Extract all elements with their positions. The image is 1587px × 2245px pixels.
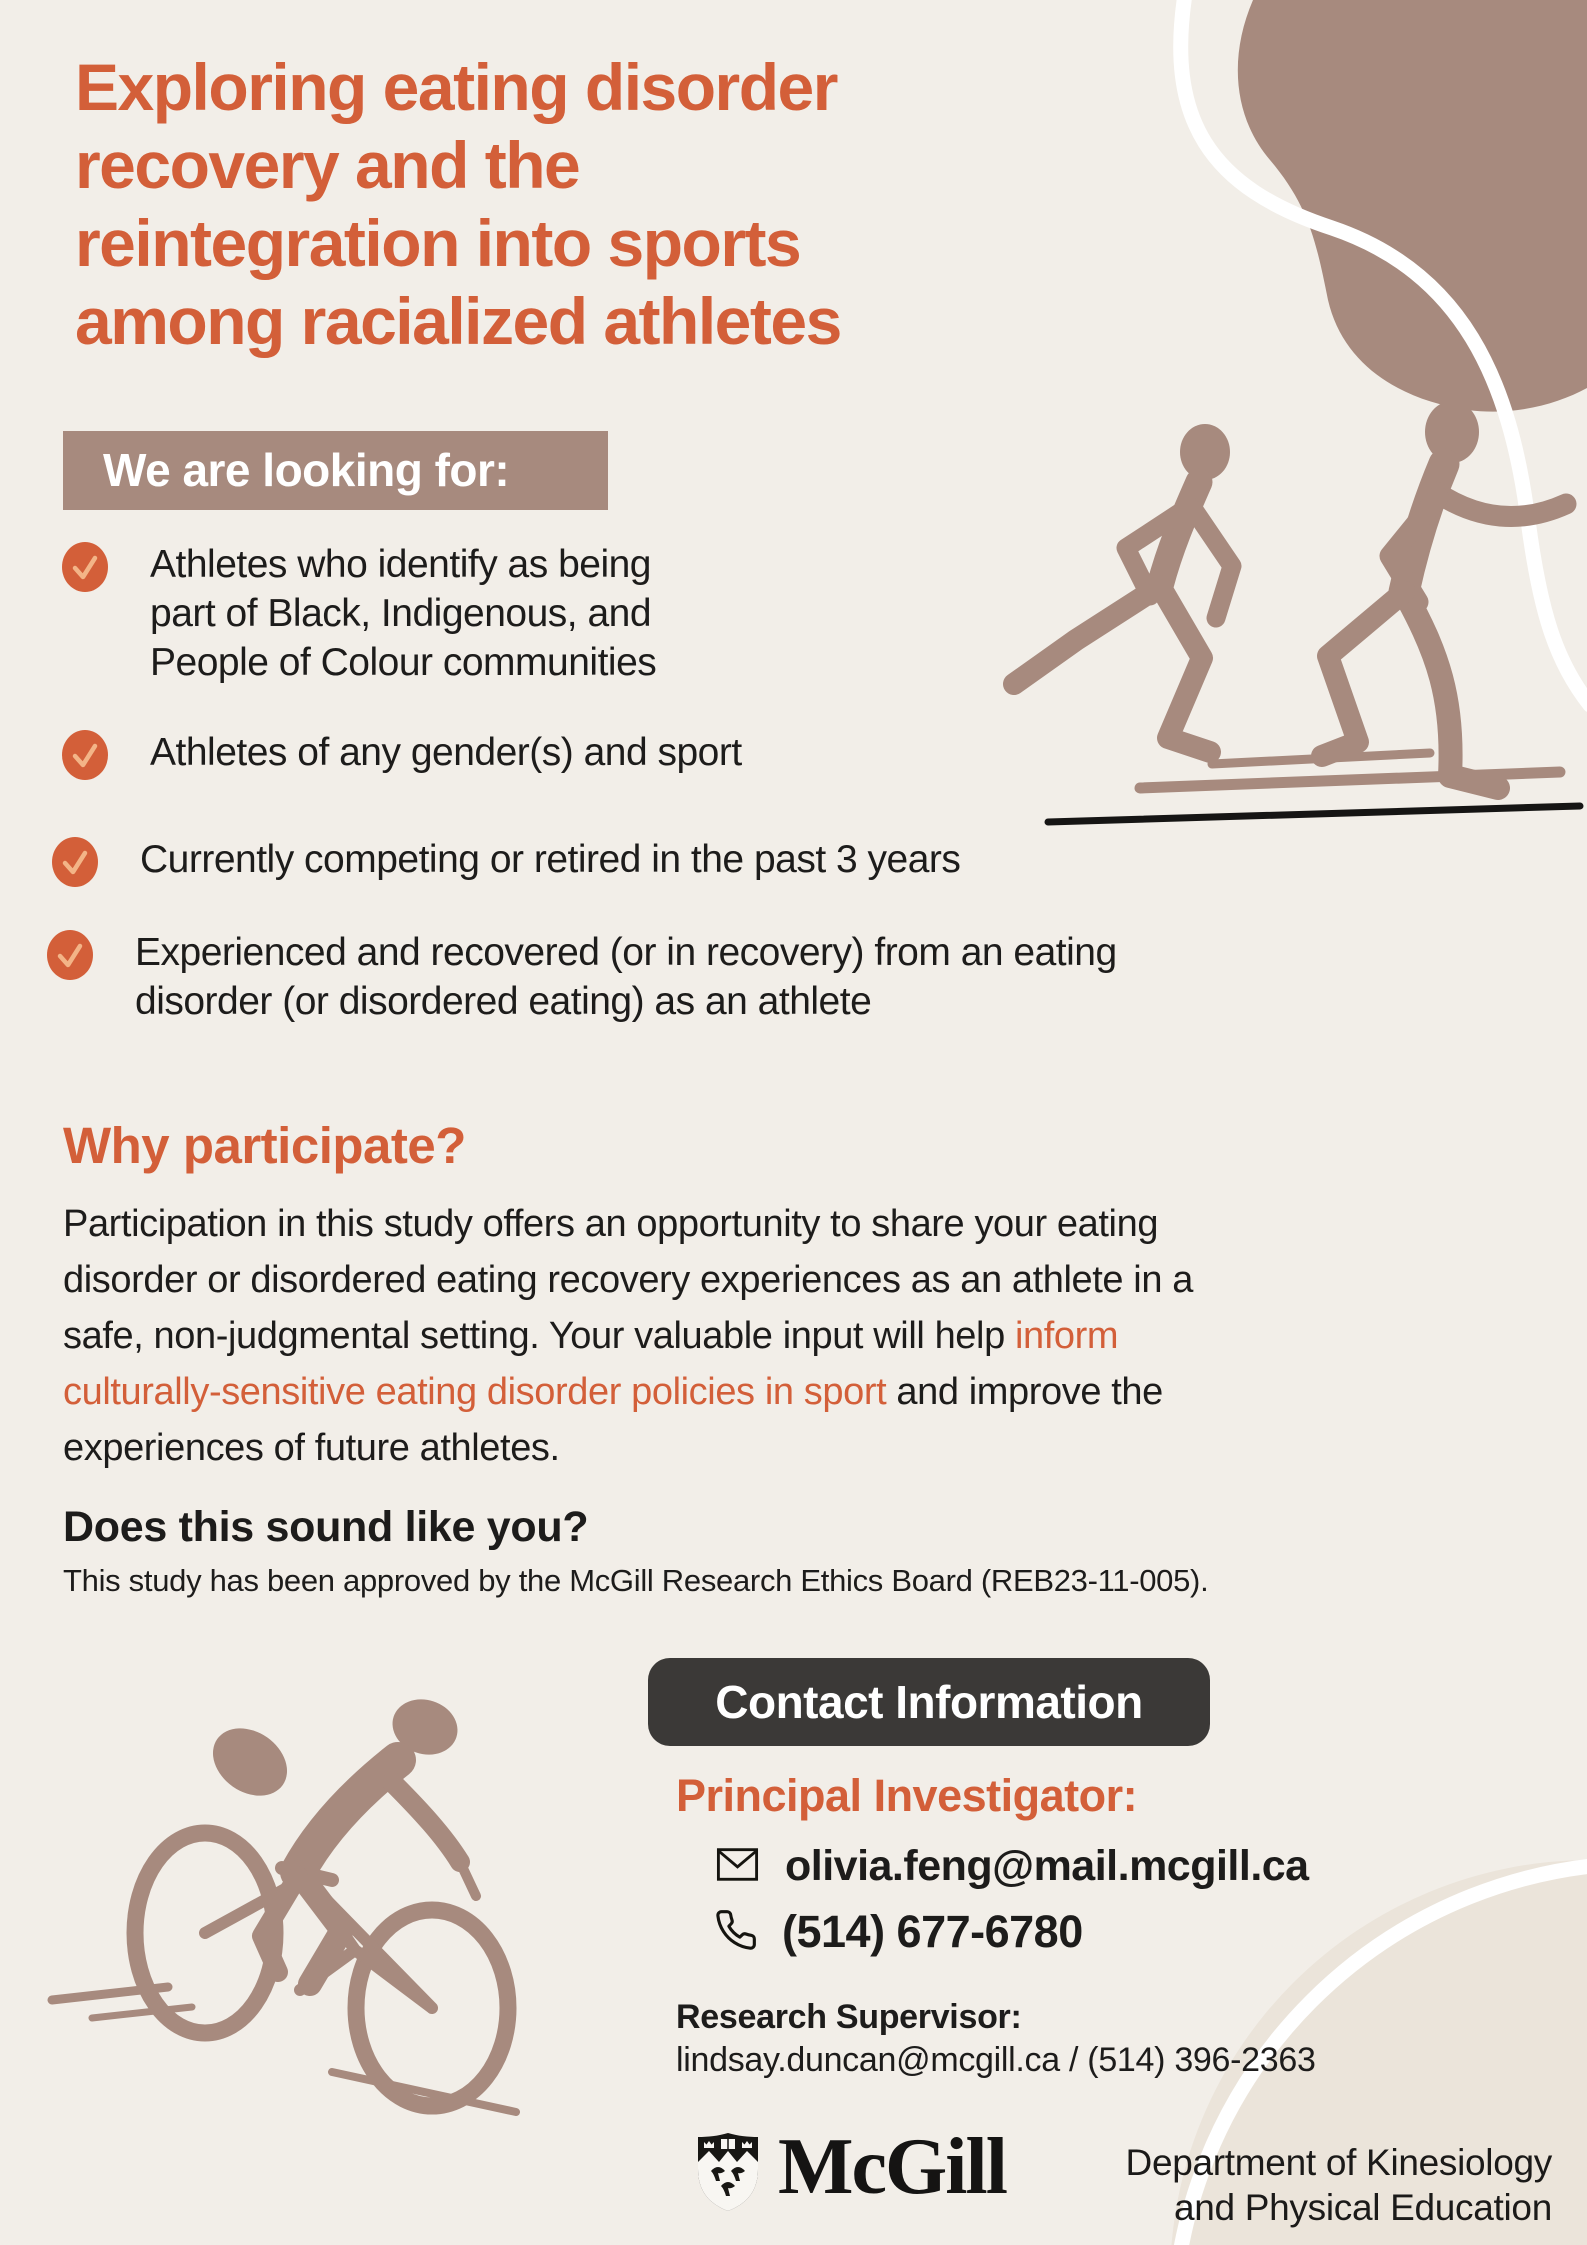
- sound-like-you-heading: Does this sound like you?: [63, 1503, 589, 1551]
- email-value: olivia.feng@mail.mcgill.ca: [785, 1842, 1309, 1890]
- criterion-text: [140, 835, 960, 884]
- title-line: among racialized athletes: [75, 284, 841, 358]
- department-name: [1000, 2140, 1552, 2230]
- department-line: and Physical Education: [1173, 2187, 1552, 2228]
- criterion-text-line: Experienced and recovered (or in recovery) from an eating: [135, 931, 1117, 974]
- title-line: reintegration into sports: [75, 206, 801, 280]
- paragraph-text: Participation in this study offers an opportunity to share your eating disorder or disordered eating recovery experiences as an athlete in a safe, non-judgmental setting. Your valuable input will help: [63, 1203, 1193, 1357]
- criterion-text-line: People of Colour communities: [150, 641, 657, 684]
- runners-illustration: [1014, 401, 1566, 788]
- check-icon: [62, 542, 108, 592]
- title-line: Exploring eating disorder: [75, 50, 837, 124]
- criterion-item: [47, 928, 1117, 1026]
- principal-investigator-heading: Principal Investigator:: [676, 1770, 1138, 1821]
- why-participate-paragraph: [63, 1196, 1228, 1476]
- paragraph-text: and improve the experiences of future athletes.: [63, 1371, 1163, 1469]
- check-icon: [52, 837, 98, 887]
- email-icon: [714, 1843, 761, 1890]
- criterion-text-line: Currently competing or retired in the past 3 years: [140, 838, 961, 881]
- research-supervisor-contact: lindsay.duncan@mcgill.ca / (514) 396-2363: [676, 2041, 1316, 2079]
- looking-for-badge: We are looking for:: [63, 431, 608, 510]
- criterion-text-line: Athletes of any gender(s) and sport: [150, 731, 742, 774]
- mcgill-crest-icon: [695, 2131, 761, 2218]
- phone-value: (514) 677-6780: [782, 1906, 1083, 1957]
- title-line: recovery and the: [75, 128, 580, 202]
- criterion-item: [52, 835, 960, 887]
- research-supervisor-heading: Research Supervisor:: [676, 1998, 1022, 2036]
- mcgill-wordmark: McGill: [778, 2123, 1006, 2211]
- criterion-text: [150, 540, 656, 687]
- ethics-approval-note: This study has been approved by the McGill Research Ethics Board (REB23-11-005).: [63, 1563, 1209, 1598]
- criterion-text-line: part of Black, Indigenous, and: [150, 592, 652, 635]
- criterion-text: [135, 928, 1117, 1026]
- check-icon: [62, 730, 108, 780]
- phone-row: [714, 1906, 1083, 1958]
- criterion-text-line: Athletes who identify as being: [150, 543, 651, 586]
- paragraph-highlight: inform culturally-sensitive eating disorder policies in sport: [63, 1315, 1119, 1413]
- why-participate-heading: Why participate?: [63, 1117, 466, 1174]
- criterion-text: [150, 728, 742, 777]
- criterion-text-line: disorder (or disordered eating) as an athlete: [135, 980, 872, 1023]
- cyclist-illustration: [52, 1691, 516, 2112]
- email-row: [714, 1842, 1309, 1891]
- phone-icon: [714, 1908, 758, 1957]
- contact-information-badge: Contact Information: [648, 1658, 1210, 1746]
- check-icon: [47, 930, 93, 980]
- ground-line: [1048, 806, 1580, 822]
- page-title: [75, 48, 1125, 360]
- criterion-item: [62, 540, 656, 687]
- department-line: Department of Kinesiology: [1125, 2142, 1552, 2183]
- criterion-item: [62, 728, 742, 780]
